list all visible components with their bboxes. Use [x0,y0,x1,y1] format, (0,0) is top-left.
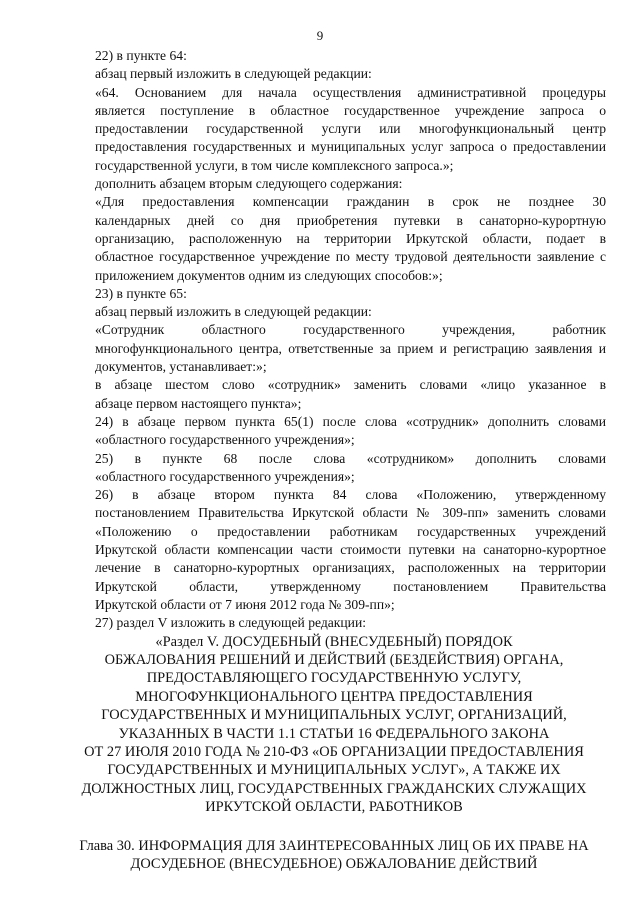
section-heading [62,633,606,817]
chapter-heading [62,837,606,874]
text-line: 22) в пункте 64: [95,48,187,63]
paragraph [62,321,606,376]
text-line: абзац первый изложить в следующей редакции: [95,304,372,320]
text-line: дополнить абзацем вторым следующего содержания: [95,176,403,192]
text-line: государственной услуги, в том числе комплексного запроса.»; [95,157,454,173]
text-line: документов, устанавливает:»; [95,359,267,375]
text-line: 23) в пункте 65: [95,285,187,301]
document-body [62,47,606,873]
chapter-heading-line: Глава 30. ИНФОРМАЦИЯ ДЛЯ ЗАИНТЕРЕСОВАННЫХ ЛИЦ ОБ ИХ ПРАВЕ НА [79,837,589,854]
text-line: Иркутской области компенсации части стоимости путевки на санаторно-курортное [95,542,606,558]
text-line: приложением документов одним из следующих способов:»; [95,267,443,283]
paragraph [62,47,606,65]
text-line: «Положению о предоставлении работникам государственных учреждений [95,523,606,539]
text-line: в абзаце шестом слово «сотрудник» заменить словами «лицо указанное в [95,377,606,393]
text-line: календарных дней со дня приобретения путевки в санаторно-курортную [95,212,606,228]
text-line: областное государственное учреждение по месту трудовой деятельности заявление с [95,249,606,265]
text-line: 26) в абзаце втором пункта 84 слова «Положению, утвержденному [95,487,606,503]
section-heading-line: ДОЛЖНОСТНЫХ ЛИЦ, ГОСУДАРСТВЕННЫХ ГРАЖДАНСКИХ СЛУЖАЩИХ [81,780,587,797]
text-line: Иркутской области от 7 июня 2012 года № 309-пп»; [95,596,395,612]
section-heading-line: «Раздел V. ДОСУДЕБНЫЙ (ВНЕСУДЕБНЫЙ) ПОРЯДОК [155,633,513,650]
section-heading-line: ОБЖАЛОВАНИЯ РЕШЕНИЙ И ДЕЙСТВИЙ (БЕЗДЕЙСТВИЯ) ОРГАНА, [104,651,564,668]
section-heading-line: УКАЗАННЫХ В ЧАСТИ 1.1 СТАТЬИ 16 ФЕДЕРАЛЬНОГО ЗАКОНА [118,725,550,742]
section-heading-line: ГОСУДАРСТВЕННЫХ И МУНИЦИПАЛЬНЫХ УСЛУГ», А ТАКЖЕ ИХ [107,762,561,779]
section-heading-line: МНОГОФУНКЦИОНАЛЬНОГО ЦЕНТРА ПРЕДОСТАВЛЕНИЯ [135,688,533,705]
text-line: предоставлении государственной услуги или многофункциональный центр [95,121,606,137]
text-line: Иркутской области, утвержденному постановлением Правительства [95,578,606,594]
paragraph [62,450,606,487]
paragraph [62,84,606,175]
page-number: 9 [316,28,324,43]
section-heading-line: ГОСУДАРСТВЕННЫХ И МУНИЦИПАЛЬНЫХ УСЛУГ, ОРГАНИЗАЦИЙ, [101,707,567,724]
text-line: многофункционального центра, ответственные за прием и регистрацию заявления и [95,340,606,356]
text-line: 24) в абзаце первом пункта 65(1) после слова «сотрудник» дополнить словами [95,413,606,429]
text-line: «областного государственного учреждения»; [95,468,355,484]
text-line: 27) раздел V изложить в следующей редакции: [95,615,367,631]
section-heading-line: ИРКУТСКОЙ ОБЛАСТИ, РАБОТНИКОВ [205,799,463,816]
text-line: 25) в пункте 68 после слова «сотрудником» дополнить словами [95,450,606,466]
section-heading-line: ОТ 27 ИЮЛЯ 2010 ГОДА № 210-ФЗ «ОБ ОРГАНИЗАЦИИ ПРЕДОСТАВЛЕНИЯ [84,743,584,760]
paragraph [62,303,606,321]
paragraph [62,614,606,632]
paragraph [62,486,606,614]
section-heading-line: ПРЕДОСТАВЛЯЮЩЕГО ГОСУДАРСТВЕННУЮ УСЛУГУ, [146,670,522,687]
text-line: организацию, расположенную на территории Иркутской области, подает в [95,230,606,246]
paragraph [62,65,606,83]
paragraph [62,285,606,303]
paragraph [62,193,606,284]
text-line: абзац первый изложить в следующей редакции: [95,66,372,82]
text-line: «областного государственного учреждения»; [95,432,355,448]
amendment-paragraphs [62,47,606,633]
text-line: лечение в санаторно-курортных организациях, расположенных на территории [95,560,606,576]
chapter-heading-line: ДОСУДЕБНОЕ (ВНЕСУДЕБНОЕ) ОБЖАЛОВАНИЕ ДЕЙСТВИЙ [130,855,538,872]
paragraph [62,413,606,450]
text-line: «Для предоставления компенсации гражданин в срок не позднее 30 [95,194,606,210]
text-line: «64. Основанием для начала осуществления административной процедуры [95,84,606,100]
paragraph [62,175,606,193]
text-line: является поступление в областное государственное учреждение запроса о [95,102,606,118]
paragraph [62,376,606,413]
text-line: абзаце первом настоящего пункта»; [95,395,302,411]
text-line: постановлением Правительства Иркутской области № 309-пп» заменить словами [95,505,606,521]
text-line: предоставления государственных и муниципальных услуг запроса о предоставлении [95,139,606,155]
text-line: «Сотрудник областного государственного учреждения, работник [95,322,606,338]
